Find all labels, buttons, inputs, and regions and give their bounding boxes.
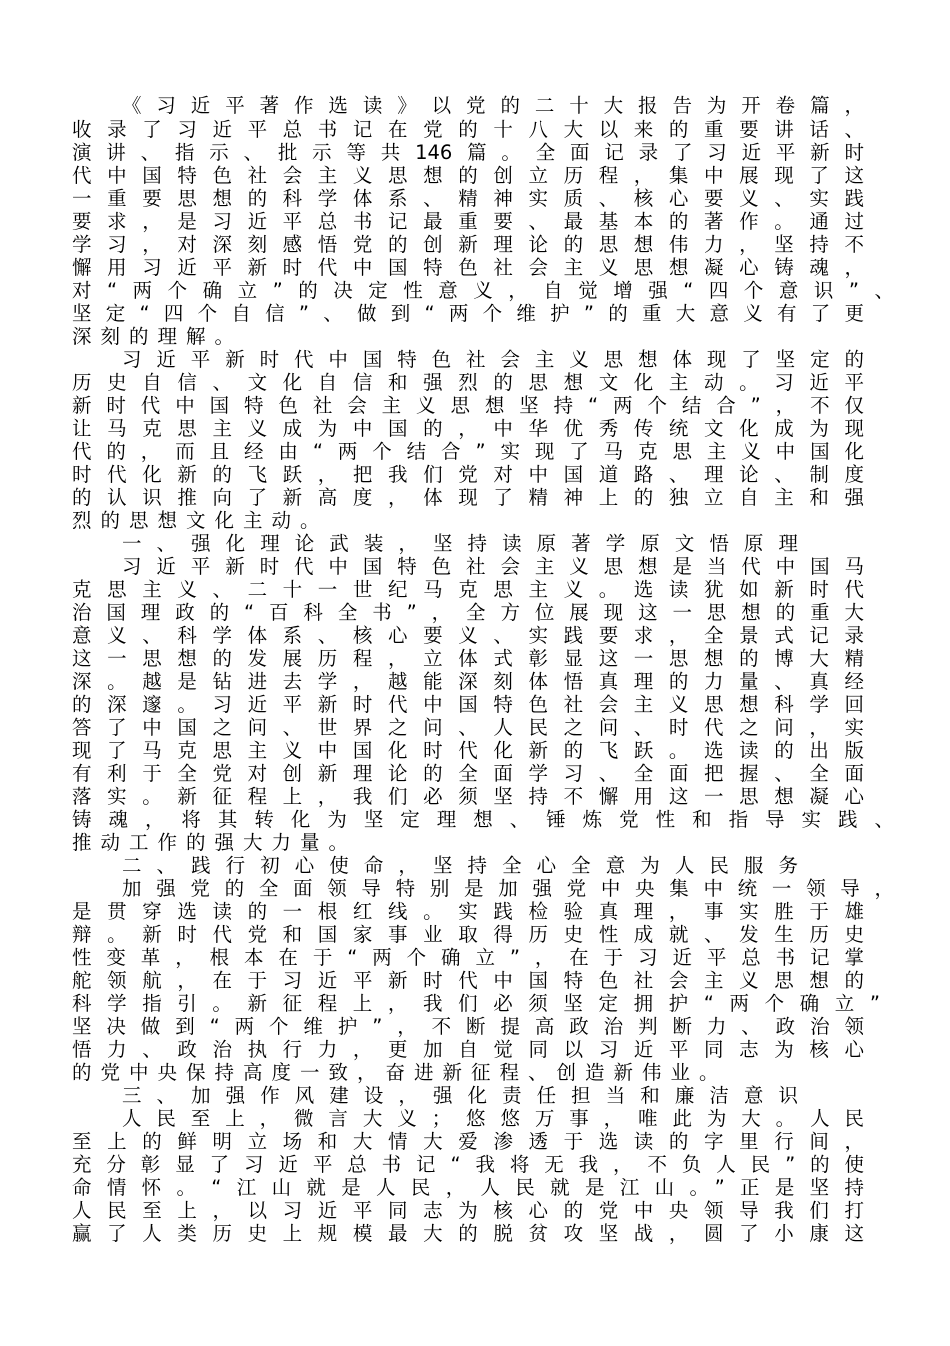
- text-line: 历史自信、文化自信和强烈的思想文化主动。习近平: [72, 371, 864, 394]
- text-line: 赢了人类历史上规模最大的脱贫攻坚战，圆了小康这: [72, 1222, 864, 1245]
- text-line: 要求，是习近平总书记最重要、最基本的著作。通过: [72, 210, 864, 233]
- text-line: 让马克思主义成为中国的，中华优秀传统文化成为现: [72, 417, 864, 440]
- text-line: 习近平新时代中国特色社会主义思想体现了坚定的: [122, 348, 864, 371]
- text-line: 深刻的理解。: [72, 325, 244, 348]
- text-line: 坚决做到“两个维护”，不断提高政治判断力、政治领: [72, 1015, 864, 1038]
- text-line: 意义、科学体系、核心要义、实践要求，全景式记录: [72, 624, 864, 647]
- text-line: 命情怀。“江山就是人民，人民就是江山。”正是坚持: [72, 1176, 864, 1199]
- text-line: 加强党的全面领导特别是加强党中央集中统一领导，: [122, 877, 894, 900]
- text-line: 坚定“四个自信”、做到“两个维护”的重大意义有了更: [72, 302, 864, 325]
- text-line: 的深邃。习近平新时代中国特色社会主义思想科学回: [72, 693, 864, 716]
- section-heading: 一、强化理论武装，坚持读原著学原文悟原理: [122, 532, 798, 555]
- text-line: 一重要思想的科学体系、精神实质、核心要义、实践: [72, 187, 864, 210]
- text-line: 铸魂，将其转化为坚定理想、锤炼党性和指导实践、: [72, 808, 894, 831]
- text-line: 演讲、指示、批示等共146篇。全面记录了习近平新时: [72, 141, 864, 164]
- text-line: 现了马克思主义中国化时代化新的飞跃。选读的出版: [72, 739, 864, 762]
- text-line: 学习，对深刻感悟党的创新理论的思想伟力，坚持不: [72, 233, 864, 256]
- text-line: 科学指引。新征程上，我们必须坚定拥护“两个确立”: [72, 992, 880, 1015]
- text-line: 是贯穿选读的一根红线。实践检验真理，事实胜于雄: [72, 900, 864, 923]
- text-line: 代的，而且经由“两个结合”实现了马克思主义中国化: [72, 440, 864, 463]
- section-heading: 二、践行初心使命，坚持全心全意为人民服务: [122, 854, 798, 877]
- text-line: 人民至上，以习近平同志为核心的党中央领导我们打: [72, 1199, 864, 1222]
- text-line: 收录了习近平总书记在党的十八大以来的重要讲话、: [72, 118, 864, 141]
- text-line: 烈的思想文化主动。: [72, 509, 329, 532]
- text-line: 这一思想的发展历程，立体式彰显这一思想的博大精: [72, 647, 864, 670]
- text-line: 有利于全党对创新理论的全面学习、全面把握、全面: [72, 762, 864, 785]
- text-line: 对“两个确立”的决定性意义，自觉增强“四个意识”、: [72, 279, 894, 302]
- text-line: 代中国特色社会主义思想的创立历程，集中展现了这: [72, 164, 864, 187]
- text-line: 舵领航，在于习近平新时代中国特色社会主义思想的: [72, 969, 864, 992]
- text-line: 性变革，根本在于“两个确立”，在于习近平总书记掌: [72, 946, 864, 969]
- text-line: 克思主义、二十一世纪马克思主义。选读犹如新时代: [72, 578, 864, 601]
- text-line: 治国理政的“百科全书”，全方位展现这一思想的重大: [72, 601, 864, 624]
- text-line: 悟力、政治执行力，更加自觉同以习近平同志为核心: [72, 1038, 864, 1061]
- text-line: 新时代中国特色社会主义思想坚持“两个结合”，不仅: [72, 394, 864, 417]
- section-heading: 三、加强作风建设，强化责任担当和廉洁意识: [122, 1084, 798, 1107]
- text-line: 辩。新时代党和国家事业取得历史性成就、发生历史: [72, 923, 864, 946]
- text-line: 《习近平著作选读》以党的二十大报告为开卷篇，: [122, 94, 864, 117]
- text-line: 推动工作的强大力量。: [72, 831, 358, 854]
- text-line: 人民至上，微言大义；悠悠万事，唯此为大。人民: [122, 1107, 864, 1130]
- text-line: 的认识推向了新高度，体现了精神上的独立自主和强: [72, 486, 864, 509]
- text-line: 的党中央保持高度一致，奋进新征程、创造新伟业。: [72, 1061, 728, 1084]
- text-line: 深。越是钻进去学，越能深刻体悟真理的力量、真经: [72, 670, 864, 693]
- text-line: 习近平新时代中国特色社会主义思想是当代中国马: [122, 555, 864, 578]
- text-line: 落实。新征程上，我们必须坚持不懈用这一思想凝心: [72, 785, 864, 808]
- text-line: 至上的鲜明立场和大情大爱渗透于选读的字里行间，: [72, 1130, 864, 1153]
- text-line: 懈用习近平新时代中国特色社会主义思想凝心铸魂，: [72, 256, 864, 279]
- text-line: 时代化新的飞跃，把我们党对中国道路、理论、制度: [72, 463, 864, 486]
- text-line: 充分彰显了习近平总书记“我将无我，不负人民”的使: [72, 1153, 864, 1176]
- text-line: 答了中国之问、世界之问、人民之问、时代之问，实: [72, 716, 864, 739]
